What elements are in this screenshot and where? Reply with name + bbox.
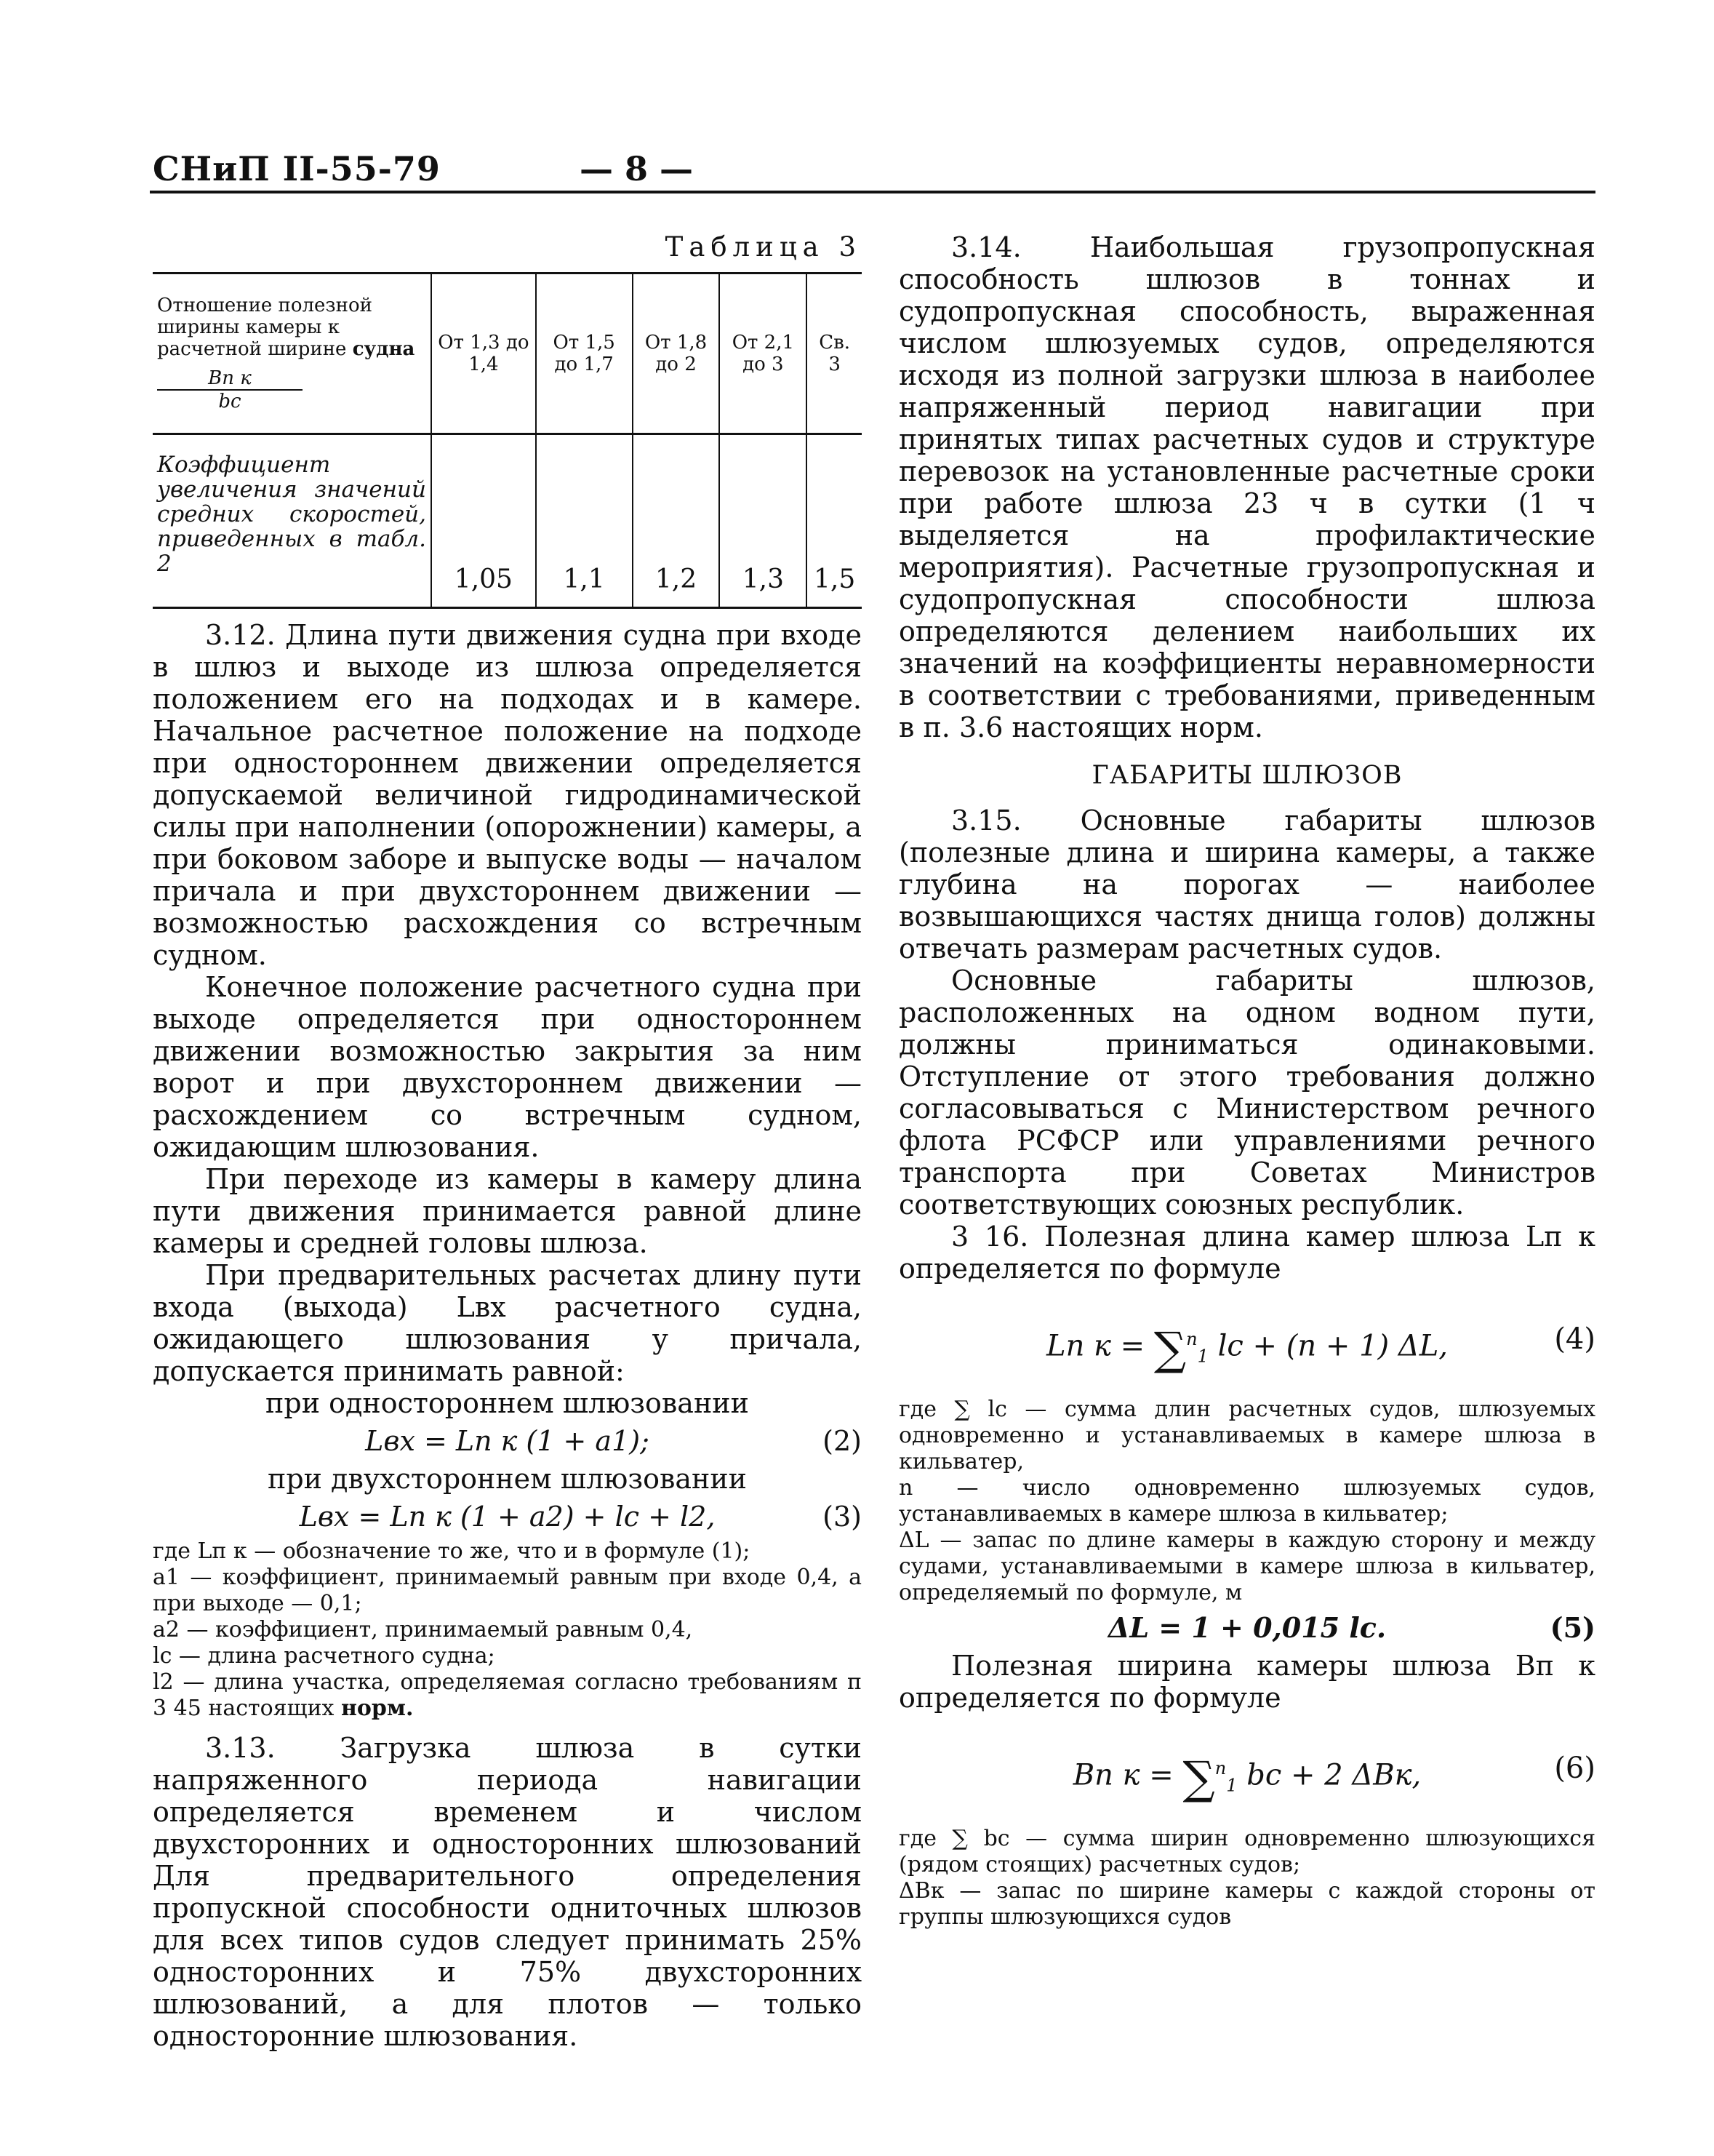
- table-cell: 1,1: [536, 434, 633, 608]
- paragraph-3-15: 3.15. Основные габариты шлюзов (полезные длина и ширина камеры, а также глубина на порогах — наиболее возвышающихся частях днища голов) должны отвечать размерам расчетных судов.: [899, 804, 1595, 965]
- formula-legend-6: где ∑ bс — сумма ширин одновременно шлюзующихся (рядом стоящих) расчетных судов; ΔBк — запас по ширине камеры с каждой стороны от группы шлюзующихся судов: [899, 1826, 1595, 1930]
- paragraph-prelim: При предварительных расчетах длину пути входа (выхода) Lвх расчетного судна, ожидающего шлюзования у причала, допускается принимать равной:: [153, 1259, 862, 1387]
- formula-legend-4: где ∑ lс — сумма длин расчетных судов, шлюзуемых одновременно и устанавливаемых в камере шлюза в кильватер, n — число одновременно шлюзуемых судов, устанавливаемых в камере шлюза в кильватер; ΔL — запас по длине камеры в каждую сторону и между судами, устанавливаемыми в камере шлюза в кильватер, определяемый по формуле, м: [899, 1397, 1595, 1605]
- page-number: — 8 —: [579, 149, 694, 188]
- table-cell: 1,5: [806, 434, 862, 608]
- table-row: [153, 434, 862, 608]
- table-cell: 1,3: [719, 434, 806, 608]
- table-row-label: Коэффициент увеличения значений средних скоростей, приведенных в табл. 2: [153, 434, 431, 608]
- formula-number: (6): [1554, 1752, 1595, 1785]
- paragraph-3-12: 3.12. Длина пути движения судна при входе в шлюз и выходе из шлюза определяется положением его на подходах и в камере. Начальное расчетное положение на подходе при одностороннем движении определяется допускаемой величиной гидродинамической силы при наполнении (опорожнении) камеры, а при боковом заборе и выпуске воды — началом причала и при двухстороннем движении — возможностью расхождения со встречным судном.: [153, 619, 862, 971]
- table-cell: 1,2: [633, 434, 720, 608]
- table-header-label: Отношение полезной ширины камеры к расчетной ширине судна Bп к bс: [153, 274, 431, 434]
- width-ratio-fraction: Bп к bс: [157, 367, 303, 412]
- formula-2: Lвх = Lп к (1 + a1); (2): [365, 1425, 862, 1457]
- header-rule: [150, 191, 1595, 193]
- table-label: Таблица 3: [665, 231, 862, 263]
- paragraph-3-13: 3.13. Загрузка шлюза в сутки напряженного периода навигации определяется временем и числом двухсторонних и односторонних шлюзований Для предварительного определения пропускной способности одниточных шлюзов для всех типов судов следует принимать 25% односторонних и 75% двухсторонних шлюзований, а для плотов — только односторонние шлюзования.: [153, 1732, 862, 2052]
- table-col-header: Св. 3: [806, 274, 862, 434]
- formula-4: Lп к = ∑$^n_1$ lс + (n + 1) ΔL, (4): [899, 1306, 1595, 1372]
- formula-number: (4): [1554, 1322, 1595, 1356]
- paragraph-3-15b: Основные габариты шлюзов, расположенных на одном водном пути, должны приниматься одинаковыми. Отступление от этого требования должно согласовываться с Министерством речного флота РСФСР или управлениями речного транспорта при Советах Министров соответствующих союзных республик.: [899, 965, 1595, 1221]
- formula-number: (3): [822, 1501, 862, 1533]
- formula-number: (2): [822, 1425, 862, 1457]
- section-title: ГАБАРИТЫ ШЛЮЗОВ: [1092, 761, 1403, 790]
- formula-number: (5): [1550, 1611, 1595, 1644]
- formula-6: Bп к = ∑$^n_1$ bс + 2 ΔBк, (6): [899, 1736, 1595, 1801]
- table-col-header: От 1,3 до 1,4: [431, 274, 536, 434]
- document-code: СНиП II-55-79: [153, 149, 441, 188]
- paragraph-width: Полезная ширина камеры шлюза Bп к определяется по формуле: [899, 1650, 1595, 1714]
- paragraph-3-14: 3.14. Наибольшая грузопропускная способность шлюзов в тоннах и судопропускная способность, выраженная числом шлюзуемых судов, определяются исходя из полной загрузки шлюза в наиболее напряженный период навигации при принятых типах расчетных судов и структуре перевозок на установленные расчетные сроки при работе шлюза 23 ч в сутки (1 ч выделяется на профилактические мероприятия). Расчетные грузопропускная и судопропускная способности шлюза определяются делением наибольших их значений на коэффициенты неравномерности в соответствии с требованиями, приведенным в п. 3.6 настоящих норм.: [899, 231, 1595, 743]
- formula-3: Lвх = Lп к (1 + a2) + lс + l2, (3): [299, 1501, 862, 1533]
- case-one-sided: при одностороннем шлюзовании: [265, 1387, 749, 1419]
- case-two-sided: при двухстороннем шлюзовании: [268, 1463, 747, 1495]
- sum-sign: ∑: [1153, 1322, 1187, 1376]
- formula-legend-left: где Lп к — обозначение то же, что и в формуле (1); a1 — коэффициент, принимаемый равным при входе 0,4, а при выходе — 0,1; a2 — коэффициент, принимаемый равным 0,4, lс — длина расчетного судна; l2 — длина участка, определяемая согласно требованиям п 3 45 настоящих норм.: [153, 1538, 862, 1721]
- table-header-row: [153, 274, 862, 434]
- formula-5: ΔL = 1 + 0,015 lс. (5): [1108, 1611, 1595, 1644]
- table-col-header: От 1,8 до 2: [633, 274, 720, 434]
- right-column: [899, 231, 1595, 1931]
- sum-sign: ∑: [1182, 1751, 1215, 1805]
- paragraph-end-position: Конечное положение расчетного судна при выходе определяется при одностороннем движении возможностью закрытия за ним ворот и при двухстороннем движении — расхождением со встречным судном, ожидающим шлюзования.: [153, 971, 862, 1163]
- table-col-header: От 2,1 до 3: [719, 274, 806, 434]
- table-3: [153, 272, 862, 609]
- table-col-header: От 1,5 до 1,7: [536, 274, 633, 434]
- table-cell: 1,05: [431, 434, 536, 608]
- left-column: [153, 231, 862, 2052]
- page-header: [153, 149, 1593, 194]
- paragraph-3-16: 3 16. Полезная длина камер шлюза Lп к определяется по формуле: [899, 1221, 1595, 1285]
- paragraph-transit: При переходе из камеры в камеру длина пути движения принимается равной длине камеры и средней головы шлюза.: [153, 1163, 862, 1259]
